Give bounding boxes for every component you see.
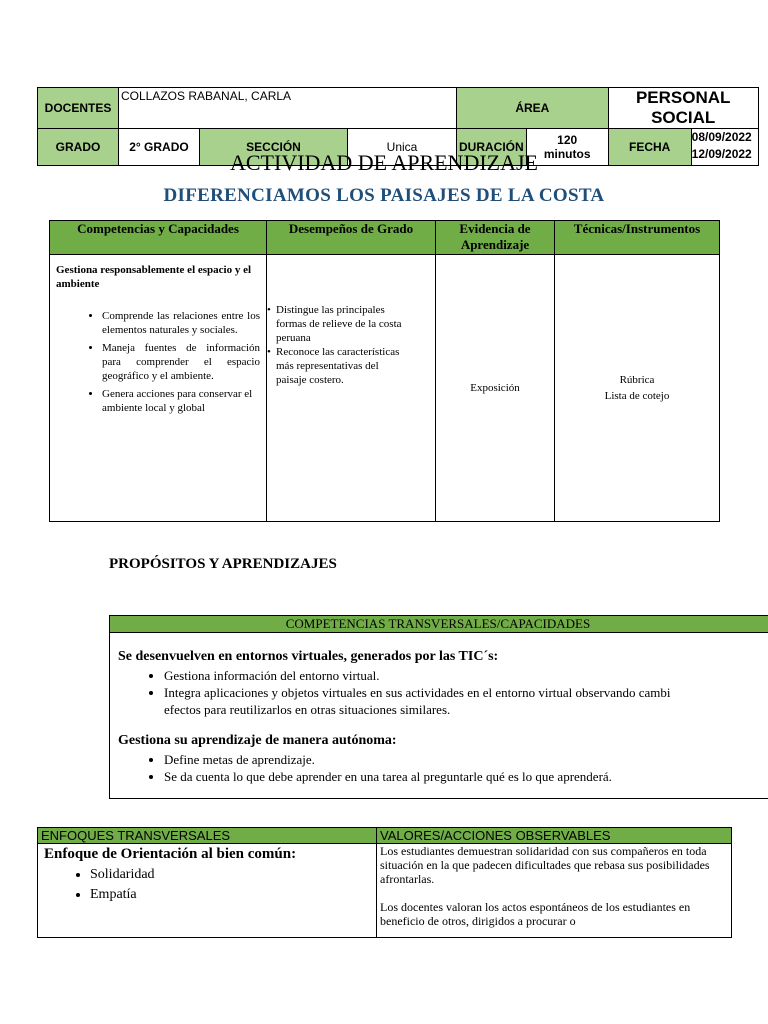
acciones-paragraph: Los docentes valoran los actos espontáneos de los estudiantes en beneficio de otros, dirigidos a procurar o xyxy=(380,900,691,928)
list-item: efectos para reutilizarlos en otras situaciones similares. xyxy=(164,702,451,717)
competencias-cell xyxy=(50,255,267,522)
col-header-competencias: Competencias y Capacidades xyxy=(50,221,267,255)
grado-value: 2° GRADO xyxy=(119,129,200,166)
desempenos-cell xyxy=(267,255,436,522)
competencias-table xyxy=(49,220,720,522)
list-item: • Se da cuenta lo que debe aprender en una tarea al preguntarle qué es lo que aprenderá. xyxy=(164,768,612,785)
seccion-value: Unica xyxy=(348,129,457,166)
transversales-box xyxy=(109,615,768,799)
list-item: • Define metas de aprendizaje. xyxy=(164,751,612,768)
list-item: • Gestiona información del entorno virtual. xyxy=(164,667,670,684)
enfoque-cell xyxy=(38,844,377,938)
competencia-title: Gestiona responsablemente el espacio y el ambiente xyxy=(56,264,252,290)
evidencia-value: Exposición xyxy=(470,382,520,394)
list-item: • Reconoce las características más representativas del paisaje costero. xyxy=(267,346,400,386)
page-title: ACTIVIDAD DE APRENDIZAJE xyxy=(230,150,538,175)
propositos-title: PROPÓSITOS Y APRENDIZAJES xyxy=(109,556,337,572)
list-item: • Comprende las relaciones entre los elementos naturales y sociales. xyxy=(102,309,260,337)
section2-list xyxy=(118,751,612,785)
section1-list xyxy=(118,667,670,718)
duracion-value-number: 120 xyxy=(557,133,578,147)
tecnica-item: Lista de cotejo xyxy=(604,390,670,402)
docentes-label: DOCENTES xyxy=(38,88,119,129)
list-item: • Genera acciones para conservar el ambiente local y global xyxy=(102,387,260,415)
fecha-value-2: 12/09/2022 xyxy=(691,147,752,161)
transversales-header: COMPETENCIAS TRANSVERSALES/CAPACIDADES xyxy=(110,616,768,633)
col-header-enfoques: ENFOQUES TRANSVERSALES xyxy=(38,828,377,844)
col-header-tecnicas: Técnicas/Instrumentos xyxy=(555,221,720,255)
tecnica-item: Rúbrica xyxy=(619,374,655,386)
fecha-label: FECHA xyxy=(609,129,692,165)
col-header-valores: VALORES/ACCIONES OBSERVABLES xyxy=(377,828,732,844)
duracion-value-unit: minutos xyxy=(543,147,591,161)
valores-list xyxy=(38,865,376,905)
acciones-cell xyxy=(377,844,732,938)
col-header-desempenos: Desempeños de Grado xyxy=(267,221,436,255)
bullet-icon: • xyxy=(267,304,271,316)
fecha-value-1: 08/09/2022 xyxy=(691,130,752,144)
duracion-label: DURACIÓN xyxy=(457,129,527,166)
area-label: ÁREA xyxy=(457,88,609,129)
list-item: • Solidaridad xyxy=(90,865,376,885)
enfoques-table xyxy=(37,827,732,938)
acciones-paragraph: Los estudiantes demuestran solidaridad con sus compañeros en toda situación en la que padecen dificultades que rebasa sus posibilidades afrontarlas. xyxy=(380,844,710,886)
bullet-icon: • xyxy=(267,346,271,358)
docentes-value: COLLAZOS RABANAL, CARLA xyxy=(119,88,457,129)
area-value: PERSONAL SOCIAL xyxy=(608,88,758,129)
list-item: • Maneja fuentes de información para comprender el espacio geográfico y el ambiente. xyxy=(102,341,260,383)
section-title: Se desenvuelven en entornos virtuales, generados por las TIC´s: xyxy=(118,649,499,664)
page-subtitle: DIFERENCIAMOS LOS PAISAJES DE LA COSTA xyxy=(163,185,605,206)
list-item: • Empatía xyxy=(90,885,376,905)
enfoque-title: Enfoque de Orientación al bien común: xyxy=(44,846,297,862)
seccion-label: SECCIÓN xyxy=(200,129,348,166)
list-item: • Integra aplicaciones y objetos virtuales en sus actividades en el entorno virtual observando cambi xyxy=(164,684,670,701)
tecnicas-cell xyxy=(555,255,720,522)
grado-label: GRADO xyxy=(38,129,119,166)
section-title: Gestiona su aprendizaje de manera autónoma: xyxy=(118,733,397,748)
capacidades-list xyxy=(56,309,260,415)
col-header-evidencia: Evidencia de Aprendizaje xyxy=(436,221,555,255)
list-item: • Distingue las principales formas de relieve de la costa peruana xyxy=(267,304,402,344)
evidencia-cell xyxy=(436,255,555,522)
